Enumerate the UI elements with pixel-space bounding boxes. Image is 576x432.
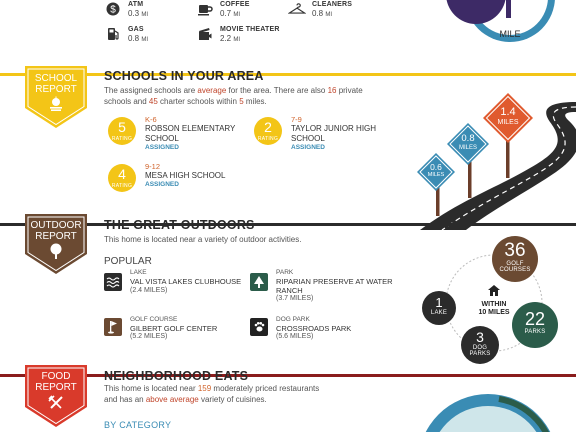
school-status: ASSIGNED — [145, 181, 179, 188]
outdoor-section-title: THE GREAT OUTDOORS — [104, 218, 255, 232]
apple-books-icon — [48, 96, 64, 117]
sign-unit: MILES — [427, 172, 445, 178]
amenity-distance: 0.3 MI — [128, 9, 149, 18]
spot-distance: (5.2 MILES) — [130, 333, 168, 340]
spot-type: LAKE — [130, 269, 147, 276]
road-illustration — [400, 90, 576, 230]
popular-heading: POPULAR — [104, 256, 152, 267]
golf-courses-count: 36 GOLF COURSES — [492, 236, 538, 282]
cuisine-donut — [400, 392, 576, 432]
spot-name[interactable]: CROSSROADS PARK — [276, 324, 352, 333]
food-report-badge — [25, 365, 87, 427]
sign-unit: MILES — [458, 145, 477, 151]
school-status: ASSIGNED — [145, 144, 179, 151]
sign-unit: MILES — [497, 119, 519, 126]
dollar-icon — [104, 0, 122, 18]
spot-type: PARK — [276, 269, 294, 276]
amenity-label: GAS — [128, 26, 144, 33]
spot-type: DOG PARK — [276, 316, 310, 323]
radius-dial-label: MILE — [499, 29, 521, 39]
spot-name[interactable]: RIPARIAN PRESERVE AT WATER RANCH — [276, 277, 393, 295]
fork-knife-icon — [48, 395, 64, 416]
school-grades: 9-12 — [145, 162, 161, 171]
film-icon — [196, 25, 214, 43]
amenity-label: ATM — [128, 1, 144, 8]
house-icon — [488, 285, 500, 296]
tree-icon — [49, 243, 63, 265]
amenity-label: CLEANERS — [312, 1, 353, 8]
coffee-cup-icon — [196, 0, 214, 18]
school-badge-title: SCHOOL REPORT — [34, 73, 78, 95]
school-grades: K-6 — [145, 115, 157, 124]
sign-value: 0.6 — [430, 162, 442, 172]
food-section-title: NEIGHBORHOOD EATS — [104, 369, 249, 383]
by-category-heading: BY CATEGORY — [104, 420, 172, 430]
amenity-gas — [104, 25, 148, 45]
golf-icon — [104, 318, 122, 336]
svg-text:$: $ — [110, 4, 116, 16]
amenity-distance: 0.8 MI — [128, 34, 149, 43]
school-grades: 7-9 — [291, 115, 302, 124]
radius-dial — [440, 0, 576, 60]
school-rating-badge: 5 RATING — [108, 117, 136, 145]
outdoor-summary: This home is located near a variety of outdoor activities. — [104, 235, 302, 244]
amenity-cleaners — [288, 0, 352, 20]
amenity-distance: 2.2 MI — [220, 34, 241, 43]
amenity-distance: 0.7 MI — [220, 9, 241, 18]
spot-name[interactable]: GILBERT GOLF CENTER — [130, 324, 218, 333]
gas-pump-icon — [104, 25, 122, 43]
within-10-miles: WITHIN 10 MILES — [464, 283, 524, 317]
food-summary: This home is located near 159 moderately priced restaurants and has an above average variety of cuisines. — [104, 384, 320, 404]
tree-icon — [250, 273, 268, 291]
school-name[interactable]: MESA HIGH SCHOOL — [145, 171, 226, 180]
amenity-coffee — [196, 0, 250, 20]
school-name[interactable]: TAYLOR JUNIOR HIGH SCHOOL — [291, 124, 377, 143]
outdoor-report-badge — [25, 214, 87, 276]
school-section-title: SCHOOLS IN YOUR AREA — [104, 69, 264, 83]
outdoor-badge-title: OUTDOOR REPORT — [30, 220, 82, 242]
amenity-atm — [104, 0, 148, 20]
hanger-icon — [288, 0, 306, 18]
spot-distance: (3.7 MILES) — [276, 295, 314, 302]
school-rating-badge: 2 RATING — [254, 117, 282, 145]
spot-distance: (5.6 MILES) — [276, 333, 314, 340]
amenity-movie-theater — [196, 25, 280, 45]
amenity-label: MOVIE THEATER — [220, 26, 280, 33]
school-report-badge — [25, 66, 87, 128]
spot-type: GOLF COURSE — [130, 316, 178, 323]
waves-icon — [104, 273, 122, 291]
school-rating-badge: 4 RATING — [108, 164, 136, 192]
distance-sign — [416, 152, 456, 192]
school-summary: The assigned schools are average for the area. There are also 16 private schools and 45 charter schools within 5 miles. — [104, 86, 363, 106]
spot-distance: (2.4 MILES) — [130, 287, 168, 294]
amenity-distance: 0.8 MI — [312, 9, 333, 18]
dog-parks-count: 3 DOG PARKS — [461, 326, 499, 364]
spot-name[interactable]: VAL VISTA LAKES CLUBHOUSE — [130, 277, 242, 286]
food-badge-title: FOOD REPORT — [35, 371, 77, 393]
lake-count: 1 LAKE — [422, 291, 456, 325]
sign-value: 0.8 — [461, 133, 475, 144]
sign-value: 1.4 — [500, 106, 516, 118]
school-status: ASSIGNED — [291, 144, 325, 151]
parks-count: 22 PARKS — [512, 302, 558, 348]
school-name[interactable]: ROBSON ELEMENTARY SCHOOL — [145, 124, 236, 143]
paw-icon — [250, 318, 268, 336]
amenity-label: COFFEE — [220, 1, 250, 8]
